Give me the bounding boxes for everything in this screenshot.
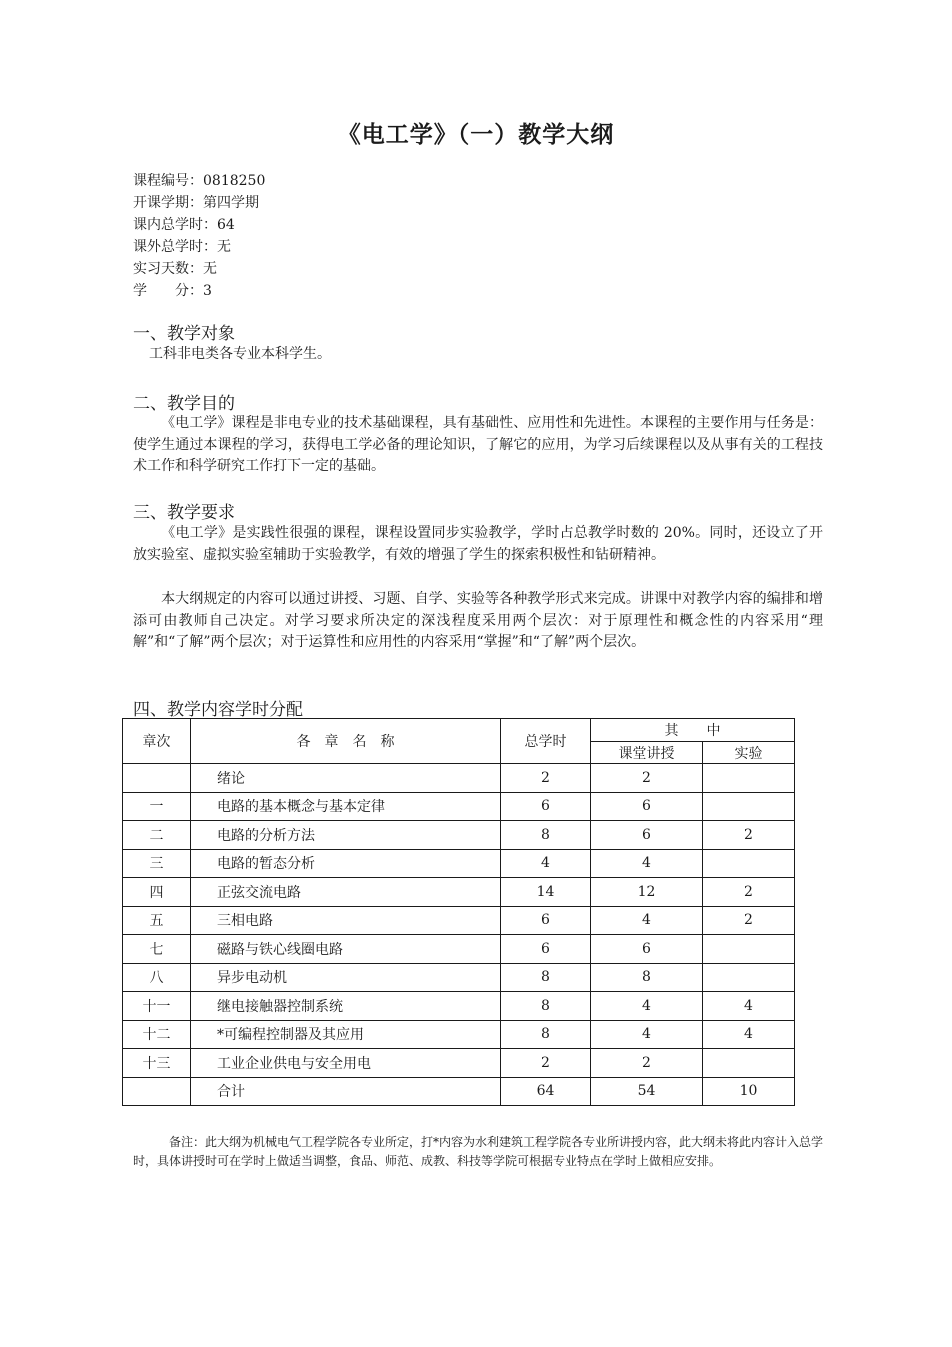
cell-name: 正弦交流电路 (191, 878, 501, 907)
cell-lab: 10 (703, 1077, 795, 1106)
cell-chapter: 十三 (123, 1049, 191, 1078)
cell-chapter: 五 (123, 906, 191, 935)
document-title: 《电工学》（一）教学大纲 (337, 122, 615, 148)
cell-lecture: 2 (591, 764, 703, 793)
cell-total: 6 (501, 906, 591, 935)
table-row (123, 764, 795, 793)
section-text-purpose: 《电工学》课程是非电专业的技术基础课程，具有基础性、应用性和先进性。本课程的主要作用与任务是：使学生通过本课程的学习，获得电工学必备的理论知识，了解它的应用，为学习后续课程以及从事有关的工程技术工作和科学研究工作打下一定的基础。 (133, 415, 823, 474)
table-row (123, 821, 795, 850)
table-row (123, 792, 795, 821)
section-heading-schedule: 四、教学内容学时分配 (133, 700, 303, 720)
credits: 学 分：3 (133, 283, 212, 299)
cell-lecture: 4 (591, 1020, 703, 1049)
section-text-requirements-2: 本大纲规定的内容可以通过讲授、习题、自学、实验等各种教学形式来完成。讲课中对教学内容的编排和增添可由教师自己决定。对学习要求所决定的深浅程度采用两个层次：对于原理性和概念性的内容采用“理解”和“了解”两个层次；对于运算性和应用性的内容采用“掌握”和“了解”两个层次。 (133, 591, 823, 650)
cell-lecture: 4 (591, 992, 703, 1021)
cell-total: 14 (501, 878, 591, 907)
cell-lecture: 8 (591, 963, 703, 992)
cell-lab (703, 792, 795, 821)
section-text-target: 工科非电类各专业本科学生。 (149, 346, 331, 362)
cell-name: 三相电路 (191, 906, 501, 935)
table-row (123, 1020, 795, 1049)
cell-lecture: 2 (591, 1049, 703, 1078)
cell-lecture: 54 (591, 1077, 703, 1106)
cell-total: 2 (501, 1049, 591, 1078)
course-code: 课程编号：0818250 (133, 173, 266, 189)
header-of-which: 其 中 (591, 719, 795, 742)
cell-name: 工业企业供电与安全用电 (191, 1049, 501, 1078)
cell-lab (703, 849, 795, 878)
table-row (123, 878, 795, 907)
cell-chapter: 二 (123, 821, 191, 850)
cell-lab: 2 (703, 821, 795, 850)
cell-lecture: 6 (591, 935, 703, 964)
cell-name: 电路的基本概念与基本定律 (191, 792, 501, 821)
cell-total: 8 (501, 1020, 591, 1049)
cell-lab: 2 (703, 878, 795, 907)
cell-chapter: 一 (123, 792, 191, 821)
course-info-block (133, 170, 265, 302)
table-row (123, 1049, 795, 1078)
cell-name: 电路的分析方法 (191, 821, 501, 850)
out-class-hours: 课外总学时：无 (133, 239, 231, 255)
section-heading-requirements: 三、教学要求 (133, 503, 235, 523)
footnote: 备注：此大纲为机械电气工程学院各专业所定，打*内容为水利建筑工程学院各专业所讲授内容，此大纲未将此内容计入总学时，具体讲授时可在学时上做适当调整，食品、师范、成教、科技等学院可根据专业特点在学时上做相应安排。 (133, 1135, 824, 1168)
hours-table (122, 718, 795, 1106)
cell-total: 6 (501, 792, 591, 821)
cell-name: 电路的暂态分析 (191, 849, 501, 878)
header-lab: 实验 (703, 742, 795, 764)
cell-chapter: 十二 (123, 1020, 191, 1049)
cell-chapter (123, 1077, 191, 1106)
cell-total: 8 (501, 821, 591, 850)
in-class-hours: 课内总学时：64 (133, 217, 235, 233)
cell-total: 6 (501, 935, 591, 964)
cell-lab (703, 935, 795, 964)
header-lecture: 课堂讲授 (591, 742, 703, 764)
cell-lab (703, 1049, 795, 1078)
table-row (123, 849, 795, 878)
cell-lab (703, 764, 795, 793)
cell-lecture: 6 (591, 792, 703, 821)
section-heading-target: 一、教学对象 (133, 324, 235, 344)
cell-lecture: 4 (591, 849, 703, 878)
cell-chapter: 三 (123, 849, 191, 878)
cell-total: 8 (501, 992, 591, 1021)
cell-name: *可编程控制器及其应用 (191, 1020, 501, 1049)
table-row (123, 935, 795, 964)
table-row (123, 963, 795, 992)
cell-chapter: 七 (123, 935, 191, 964)
internship-days: 实习天数：无 (133, 261, 217, 277)
cell-lecture: 12 (591, 878, 703, 907)
cell-total: 8 (501, 963, 591, 992)
cell-lecture: 4 (591, 906, 703, 935)
cell-lecture: 6 (591, 821, 703, 850)
header-total: 总学时 (501, 719, 591, 764)
section-heading-purpose: 二、教学目的 (133, 394, 235, 414)
cell-lab: 2 (703, 906, 795, 935)
cell-chapter: 八 (123, 963, 191, 992)
cell-name: 绪论 (191, 764, 501, 793)
cell-name: 异步电动机 (191, 963, 501, 992)
cell-lab: 4 (703, 1020, 795, 1049)
cell-chapter: 十一 (123, 992, 191, 1021)
cell-total: 4 (501, 849, 591, 878)
header-name: 各 章 名 称 (191, 719, 501, 764)
cell-chapter: 四 (123, 878, 191, 907)
table-row-total (123, 1077, 795, 1106)
cell-lab: 4 (703, 992, 795, 1021)
cell-lab (703, 963, 795, 992)
semester: 开课学期：第四学期 (133, 195, 259, 211)
cell-name: 合计 (191, 1077, 501, 1106)
header-chapter: 章次 (123, 719, 191, 764)
cell-name: 继电接触器控制系统 (191, 992, 501, 1021)
table-row (123, 992, 795, 1021)
cell-total: 64 (501, 1077, 591, 1106)
cell-name: 磁路与铁心线圈电路 (191, 935, 501, 964)
cell-chapter (123, 764, 191, 793)
table-row (123, 906, 795, 935)
section-text-requirements-1: 《电工学》是实践性很强的课程，课程设置同步实验教学，学时占总教学时数的 20%。同时，还设立了开放实验室、虚拟实验室辅助于实验教学，有效的增强了学生的探索积极性和钻研精神。 (133, 525, 823, 563)
cell-total: 2 (501, 764, 591, 793)
